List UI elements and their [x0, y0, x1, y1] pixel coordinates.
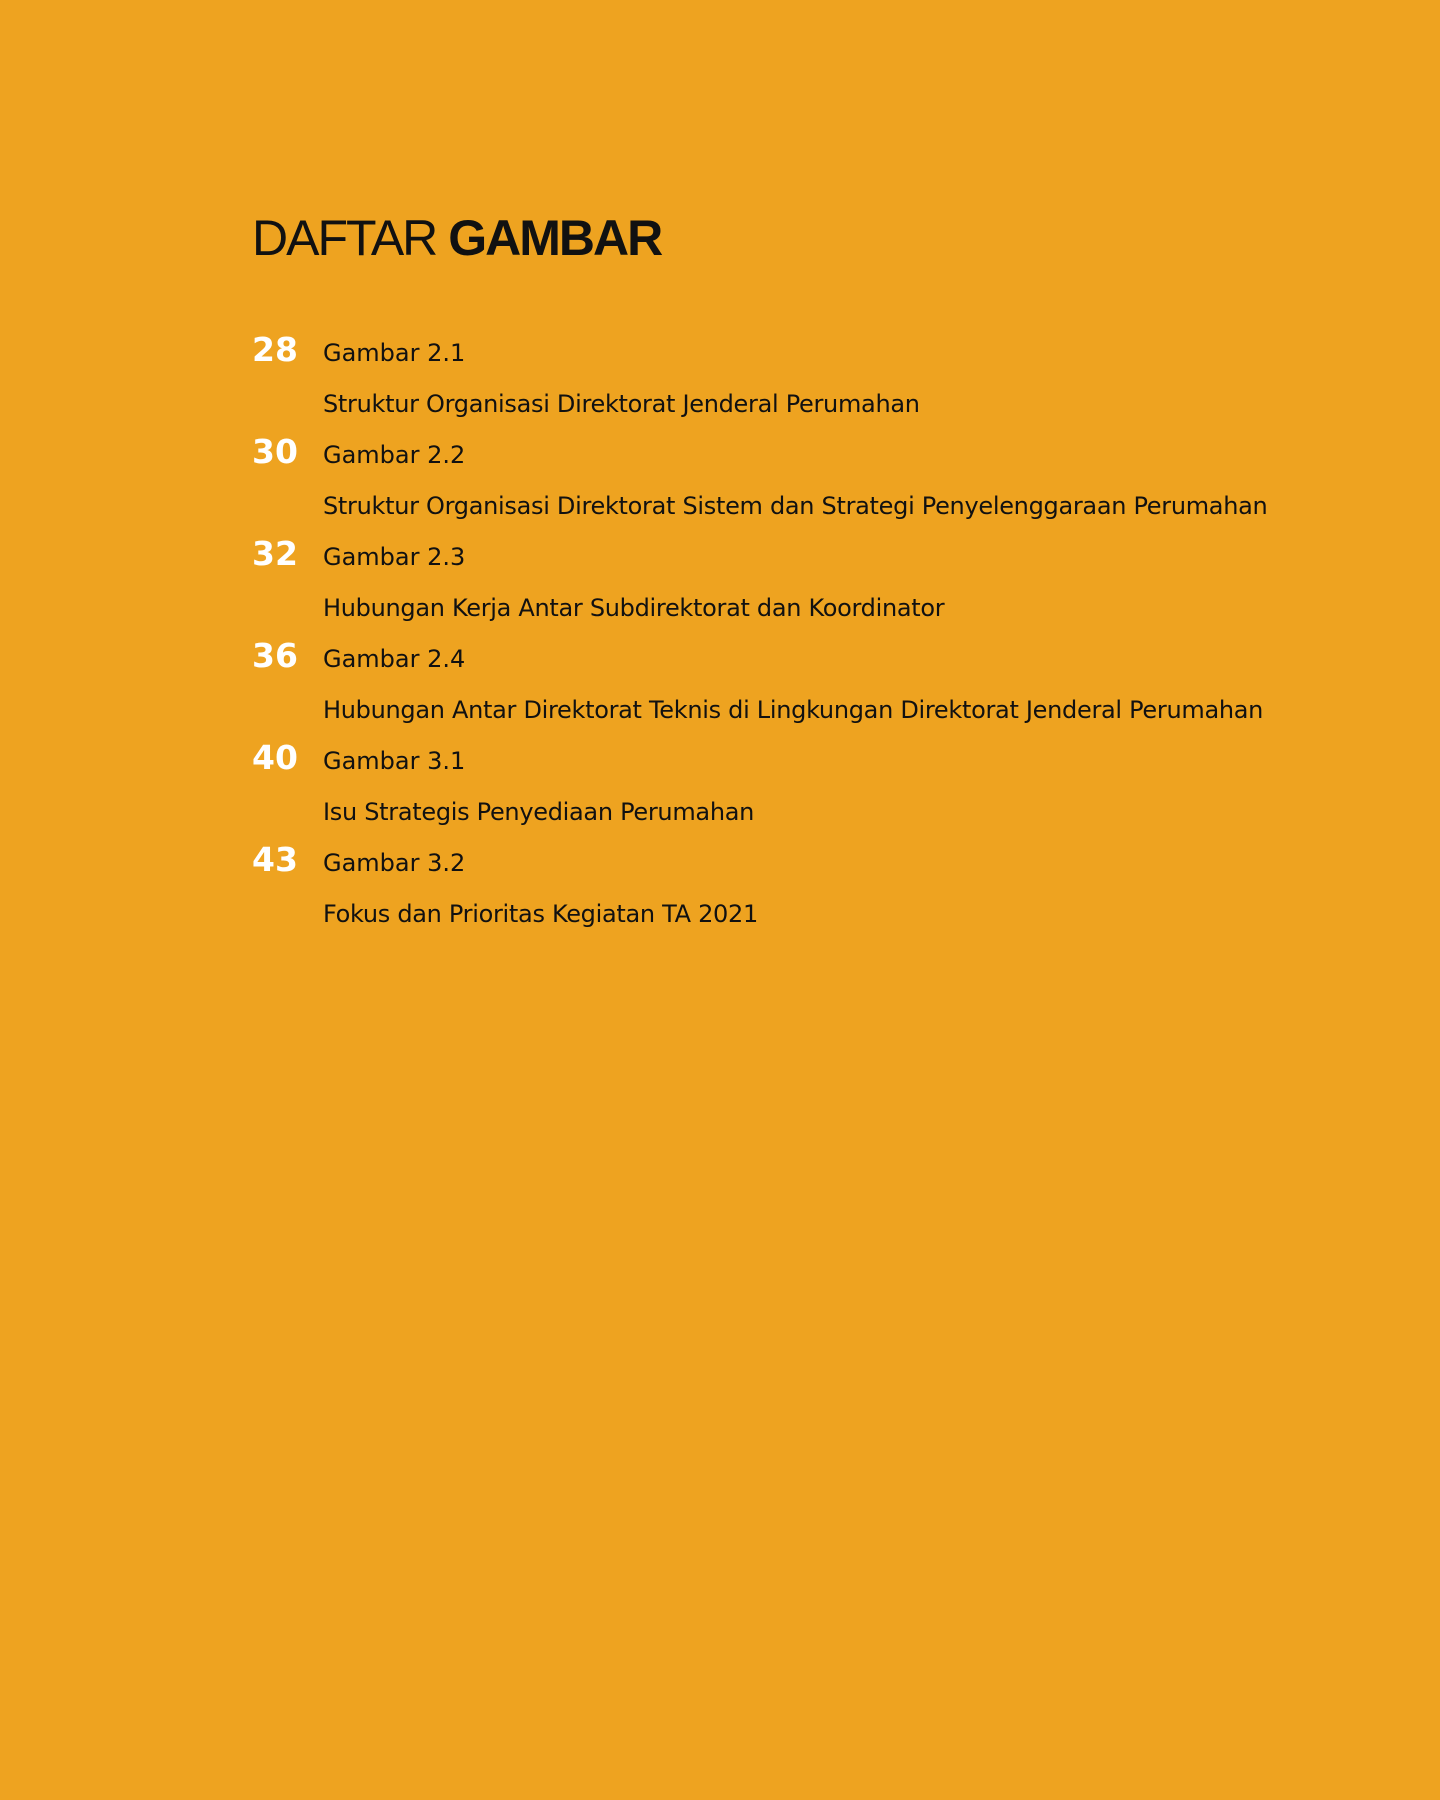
figure-page-number: 43 — [252, 840, 298, 879]
figure-label: Gambar 3.2 — [323, 849, 466, 877]
figure-label: Gambar 3.1 — [323, 747, 466, 775]
figure-description: Struktur Organisasi Direktorat Sistem dan Strategi Penyelenggaraan Perumahan — [323, 492, 1268, 520]
figure-description: Struktur Organisasi Direktorat Jenderal Perumahan — [323, 390, 920, 418]
figure-entry[interactable] — [252, 528, 1272, 630]
figure-description: Hubungan Antar Direktorat Teknis di Lingkungan Direktorat Jenderal Perumahan — [323, 696, 1264, 724]
page-title-bold: GAMBAR — [448, 210, 662, 266]
figure-entry[interactable] — [252, 324, 1272, 426]
figure-label: Gambar 2.4 — [323, 645, 466, 673]
figure-label: Gambar 2.1 — [323, 339, 466, 367]
figure-page-number: 36 — [252, 636, 298, 675]
figure-page-number: 32 — [252, 534, 298, 573]
page-title-light: DAFTAR — [252, 210, 437, 266]
figure-page-number: 28 — [252, 330, 298, 369]
figure-label: Gambar 2.3 — [323, 543, 466, 571]
figure-description: Isu Strategis Penyediaan Perumahan — [323, 798, 755, 826]
figure-page-number: 40 — [252, 738, 298, 777]
figure-entry[interactable] — [252, 426, 1272, 528]
figure-description: Fokus dan Prioritas Kegiatan TA 2021 — [323, 900, 758, 928]
figure-entry[interactable] — [252, 834, 1272, 936]
figure-entry[interactable] — [252, 630, 1272, 732]
figure-page-number: 30 — [252, 432, 298, 471]
figure-description: Hubungan Kerja Antar Subdirektorat dan Koordinator — [323, 594, 945, 622]
figure-label: Gambar 2.2 — [323, 441, 466, 469]
figure-list — [252, 324, 1272, 936]
figure-entry[interactable] — [252, 732, 1272, 834]
page-title — [252, 208, 661, 268]
